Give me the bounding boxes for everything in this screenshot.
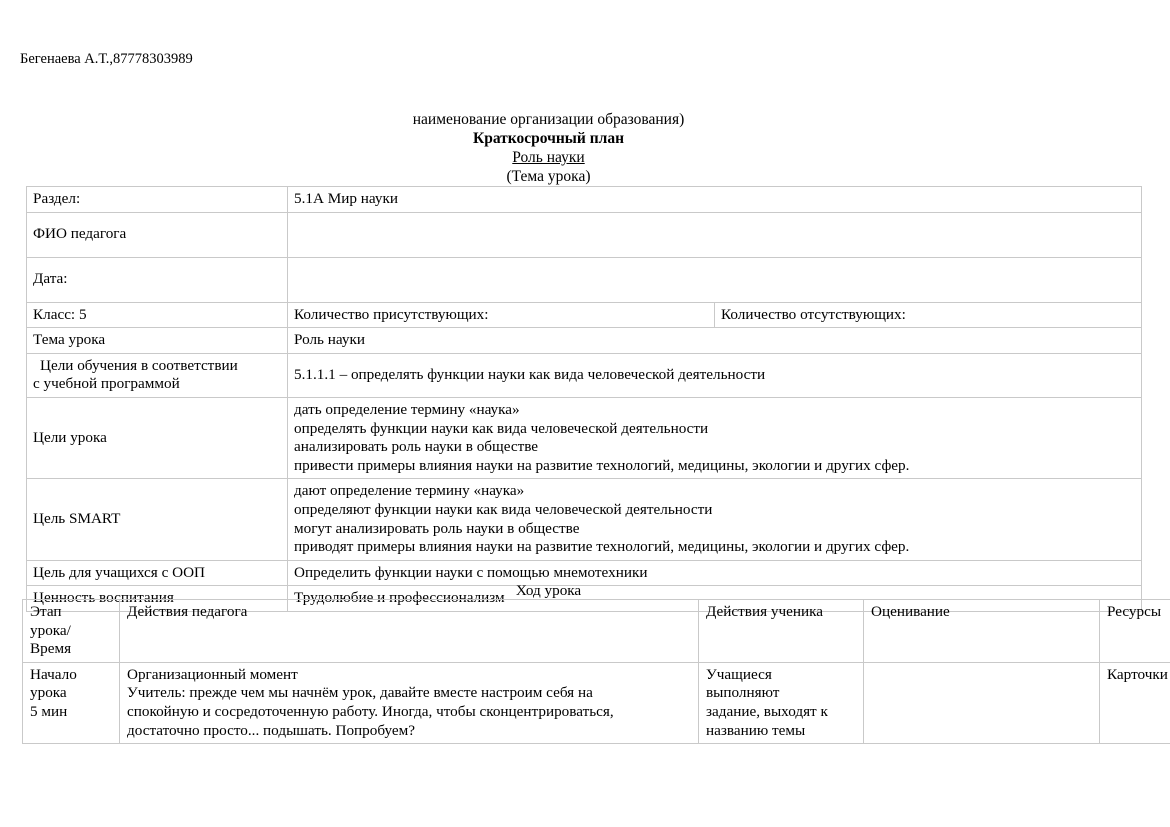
lesson-goal-line: определять функции науки как вида человеческой деятельности — [294, 419, 709, 437]
lesson-flow-caption: Ход урока — [515, 582, 582, 599]
teacher-action-line: Учитель: прежде чем мы начнём урок, давайте вместе настроим себя на — [127, 684, 593, 702]
document-type-title: Краткосрочный план — [472, 130, 625, 147]
header-stage-line-1: Этап — [30, 603, 62, 620]
cell-label-teacher-name: ФИО педагога — [27, 212, 288, 257]
lesson-info-table — [26, 186, 1142, 612]
cell-value-section[interactable]: 5.1А Мир науки — [288, 187, 1142, 213]
smart-goal-line: дают определение термину «наука» — [294, 482, 525, 500]
table-row-lesson-goals — [27, 397, 1142, 478]
cell-label-smart-goal: Цель SMART — [27, 479, 288, 560]
cell-stage — [23, 662, 120, 743]
header-cell-stage — [23, 600, 120, 663]
cell-value-topic: Роль науки — [288, 328, 1142, 354]
cell-assessment — [864, 662, 1100, 743]
lesson-topic-title: Роль науки — [512, 149, 585, 166]
table-row-class — [27, 302, 1142, 328]
cell-label-date: Дата: — [27, 257, 288, 302]
title-block — [0, 110, 1097, 186]
table-header-row — [23, 600, 1170, 663]
cell-label-section: Раздел: — [27, 187, 288, 213]
stage-line: урока — [30, 684, 67, 702]
stage-line: Начало — [30, 665, 77, 683]
organization-caption: наименование организации образования) — [412, 111, 685, 128]
cell-label-class: Класс: 5 — [27, 302, 288, 328]
cell-value-sen-goal: Определить функции науки с помощью мнемотехники — [288, 560, 1142, 586]
author-contact-line: Бегенаева А.Т.,87778303989 — [20, 51, 193, 67]
lesson-goal-line: привести примеры влияния науки на развитие технологий, медицины, экологии и других сфер. — [294, 456, 910, 474]
smart-goal-line: приводят примеры влияния науки на развитие технологий, медицины, экологии и других сфер. — [294, 538, 910, 556]
cell-value-upbringing-value: Трудолюбие и профессионализм — [288, 586, 1142, 612]
curriculum-label-line-1: Цели обучения в соответствии — [40, 356, 238, 374]
cell-student-actions — [699, 662, 864, 743]
lesson-goal-line: дать определение термину «наука» — [294, 400, 520, 418]
cell-teacher-actions — [120, 662, 699, 743]
student-action-line: задание, выходят к — [706, 702, 828, 720]
cell-resources: Карточки — [1100, 662, 1170, 743]
table-row-smart-goal — [27, 479, 1142, 560]
header-cell-teacher-actions: Действия педагога — [120, 600, 699, 663]
table-row-topic — [27, 328, 1142, 354]
cell-value-smart-goal — [288, 479, 1142, 560]
cell-value-lesson-goals — [288, 397, 1142, 478]
table-row-teacher-name — [27, 212, 1142, 257]
cell-label-upbringing-value: Ценность воспитания — [27, 586, 288, 612]
cell-label-absent-count: Количество отсутствующих: — [715, 302, 1142, 328]
lesson-flow-table — [22, 599, 1170, 744]
header-cell-assessment: Оценивание — [864, 600, 1100, 663]
student-action-line: названию темы — [706, 721, 806, 739]
student-action-line: выполняют — [706, 684, 780, 702]
table-row-curriculum-goals — [27, 353, 1142, 397]
stage-line: 5 мин — [30, 702, 68, 720]
header-cell-student-actions: Действия ученика — [699, 600, 864, 663]
cell-value-date[interactable] — [288, 257, 1142, 302]
student-action-line: Учащиеся — [706, 665, 772, 683]
curriculum-label-line-2: с учебной программой — [33, 375, 180, 393]
cell-label-lesson-goals: Цели урока — [27, 397, 288, 478]
header-stage-line-3: Время — [30, 640, 72, 658]
header-stage-line-2: урока/ — [30, 621, 71, 639]
teacher-action-line: спокойную и сосредоточенную работу. Иногда, чтобы сконцентрироваться, — [127, 702, 614, 720]
lesson-goal-line: анализировать роль науки в обществе — [294, 438, 539, 456]
table-row — [23, 662, 1170, 743]
cell-value-curriculum-goals: 5.1.1.1 – определять функции науки как вида человеческой деятельности — [288, 353, 1142, 397]
cell-label-sen-goal: Цель для учащихся с ООП — [27, 560, 288, 586]
cell-label-present-count: Количество присутствующих: — [288, 302, 715, 328]
smart-goal-line: могут анализировать роль науки в обществе — [294, 519, 580, 537]
table-row-section — [27, 187, 1142, 213]
topic-caption: (Тема урока) — [506, 168, 591, 185]
table-row-date — [27, 257, 1142, 302]
cell-label-curriculum-goals — [27, 353, 288, 397]
smart-goal-line: определяют функции науки как вида человеческой деятельности — [294, 500, 713, 518]
teacher-action-line: Организационный момент — [127, 665, 298, 683]
teacher-action-line: достаточно просто... подышать. Попробуем? — [127, 721, 415, 739]
header-cell-resources: Ресурсы — [1100, 600, 1170, 663]
cell-label-topic: Тема урока — [27, 328, 288, 354]
cell-value-teacher-name[interactable] — [288, 212, 1142, 257]
